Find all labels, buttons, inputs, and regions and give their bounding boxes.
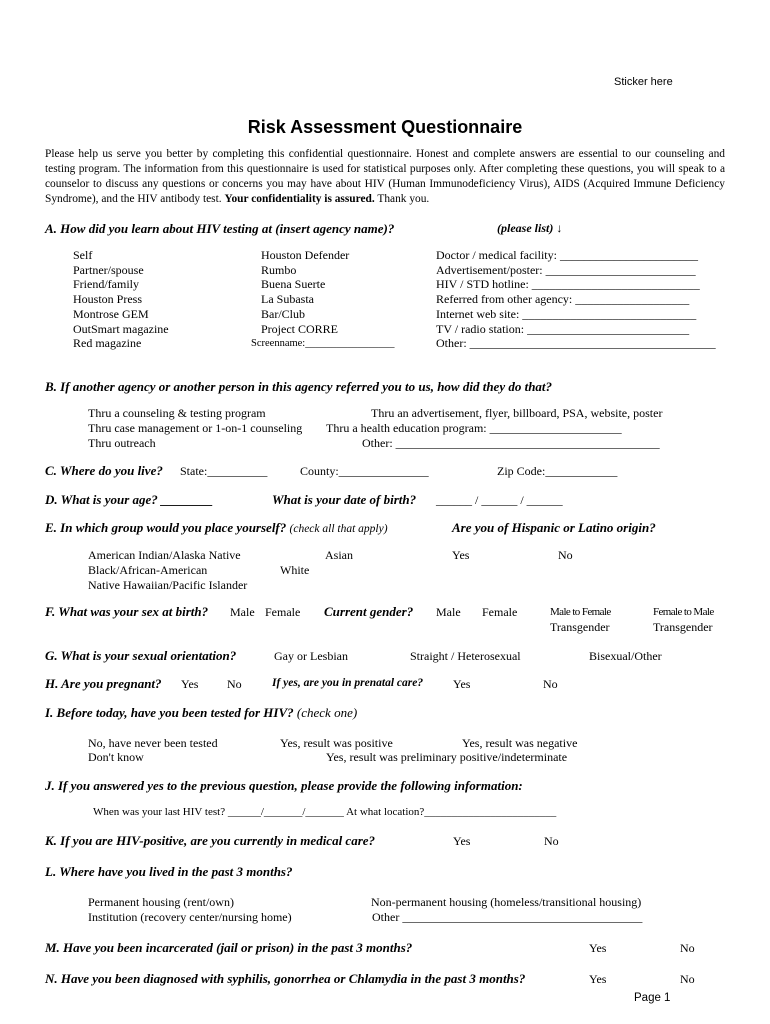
question-i-label: I. Before today, have you been tested for HIV? (check one) [45, 705, 358, 720]
option-advertisement-flyer[interactable]: Thru an advertisement, flyer, billboard, PSA, website, poster [371, 406, 663, 420]
county-field[interactable]: County:_______________ [300, 464, 429, 478]
option-tv-radio[interactable]: TV / radio station: ___________________________ [436, 321, 690, 336]
option-never-tested[interactable]: No, have never been tested [88, 736, 218, 750]
state-field[interactable]: State:__________ [180, 464, 268, 478]
option-doctor[interactable]: Doctor / medical facility: _______________________ [436, 248, 698, 262]
question-h-label: H. Are you pregnant? [45, 676, 162, 691]
option-counseling-program[interactable]: Thru a counseling & testing program [88, 406, 266, 420]
option-b-other[interactable]: Other: ____________________________________________ [362, 436, 660, 450]
question-a-col3 [426, 248, 716, 351]
option-houston-press[interactable]: Houston Press [73, 292, 143, 307]
question-j-label: J. If you answered yes to the previous question, please provide the following information: [45, 778, 523, 793]
question-e-label: E. In which group would you place yourself? (check all that apply) [45, 520, 388, 535]
option-referred[interactable]: Referred from other agency: ___________________ [436, 292, 690, 307]
prenatal-label: If yes, are you in prenatal care? [272, 677, 424, 689]
pregnant-yes[interactable]: Yes [181, 677, 199, 691]
option-l-other[interactable]: Other ________________________________________ [372, 910, 643, 924]
medical-care-no[interactable]: No [544, 834, 559, 848]
std-no[interactable]: No [680, 972, 695, 986]
option-advertisement[interactable]: Advertisement/poster: _________________________ [436, 262, 696, 277]
question-a-col2 [251, 248, 394, 351]
option-rumbo[interactable]: Rumbo [261, 262, 297, 277]
option-case-management[interactable]: Thru case management or 1-on-1 counseling [88, 421, 303, 435]
option-outreach[interactable]: Thru outreach [88, 436, 156, 450]
page-title: Risk Assessment Questionnaire [247, 117, 523, 137]
question-f-label: F. What was your sex at birth? [45, 604, 209, 619]
option-american-indian[interactable]: American Indian/Alaska Native [88, 548, 241, 562]
option-red-magazine[interactable]: Red magazine [73, 336, 142, 351]
option-outsmart[interactable]: OutSmart magazine [73, 321, 169, 336]
option-montrose-gem[interactable]: Montrose GEM [73, 306, 149, 321]
orientation-straight[interactable]: Straight / Heterosexual [410, 649, 521, 663]
gender-label: Current gender? [324, 604, 414, 619]
medical-care-yes[interactable]: Yes [453, 834, 471, 848]
hispanic-yes[interactable]: Yes [452, 548, 470, 562]
pregnant-no[interactable]: No [227, 677, 242, 691]
option-institution[interactable]: Institution (recovery center/nursing home) [88, 910, 292, 924]
screenname-field[interactable]: Screenname:_________________ [251, 338, 395, 350]
sex-male[interactable]: Male [230, 605, 255, 619]
option-result-negative[interactable]: Yes, result was negative [462, 736, 578, 750]
question-i-hint: (check one) [296, 705, 358, 720]
option-health-education[interactable]: Thru a health education program: ______________________ [326, 421, 622, 435]
dob-label: What is your date of birth? [272, 492, 417, 507]
gender-female[interactable]: Female [482, 605, 518, 619]
std-yes[interactable]: Yes [589, 972, 607, 986]
option-white[interactable]: White [280, 563, 310, 577]
dob-field[interactable]: ______ / ______ / ______ [436, 493, 563, 507]
question-n-label: N. Have you been diagnosed with syphilis, gonorrhea or Chlamydia in the past 3 months? [45, 971, 526, 986]
question-c-label: C. Where do you live? [45, 463, 163, 478]
intro-confidentiality: Your confidentiality is assured. [224, 193, 375, 205]
intro-paragraph [45, 147, 725, 207]
hispanic-no[interactable]: No [558, 548, 573, 562]
option-black[interactable]: Black/African-American [88, 563, 208, 577]
option-preliminary-positive[interactable]: Yes, result was preliminary positive/indeterminate [326, 750, 568, 764]
option-friend[interactable]: Friend/family [73, 277, 139, 292]
incarcerated-yes[interactable]: Yes [589, 941, 607, 955]
option-internet[interactable]: Internet web site: _____________________________ [436, 306, 697, 321]
question-k-label: K. If you are HIV-positive, are you currently in medical care? [45, 833, 376, 848]
gender-male[interactable]: Male [436, 605, 461, 619]
question-d-label: D. What is your age? ________ [45, 492, 214, 507]
option-bar-club[interactable]: Bar/Club [261, 306, 305, 321]
question-a-col1 [63, 248, 169, 351]
orientation-gay-lesbian[interactable]: Gay or Lesbian [274, 649, 348, 663]
option-result-positive[interactable]: Yes, result was positive [280, 736, 393, 750]
option-nonpermanent-housing[interactable]: Non-permanent housing (homeless/transitional housing) [371, 895, 642, 909]
option-partner[interactable]: Partner/spouse [73, 262, 144, 277]
option-project-corre[interactable]: Project CORRE [261, 321, 338, 336]
option-houston-defender[interactable]: Houston Defender [261, 248, 350, 262]
intro-text: Please help us serve you better by completing this confidential questionnaire. Honest and complete answers are essential to our counseling and testing program. The information from this questionnaire is used for statistical purposes only. After completing these questions, you will speak to a counselor to discuss any questions or concerns you may have about HIV (Human Immunodeficiency Virus), AIDS (Acquired Immune Deficiency Syndrome), and the HIV antibody test. [45, 148, 725, 205]
prenatal-no[interactable]: No [543, 677, 558, 691]
option-la-subasta[interactable]: La Subasta [261, 292, 314, 307]
option-self[interactable]: Self [73, 248, 93, 262]
question-e-hint: (check all that apply) [289, 523, 388, 535]
question-g-label: G. What is your sexual orientation? [45, 648, 237, 663]
question-m-label: M. Have you been incarcerated (jail or prison) in the past 3 months? [45, 940, 413, 955]
option-native-hawaiian[interactable]: Native Hawaiian/Pacific Islander [88, 578, 248, 592]
last-test-field[interactable]: When was your last HIV test? ______/_______/_______ At what location?________________________ [93, 806, 557, 818]
sticker-placeholder: Sticker here [614, 76, 673, 88]
option-buena-suerte[interactable]: Buena Suerte [261, 277, 326, 292]
option-asian[interactable]: Asian [325, 548, 353, 562]
option-other[interactable]: Other: _________________________________________ [436, 336, 716, 351]
hispanic-label: Are you of Hispanic or Latino origin? [452, 520, 656, 535]
orientation-bisexual[interactable]: Bisexual/Other [589, 649, 662, 663]
incarcerated-no[interactable]: No [680, 941, 695, 955]
question-a-label: A. How did you learn about HIV testing at (insert agency name)? [45, 221, 395, 236]
intro-thanks: Thank you. [377, 193, 430, 205]
prenatal-yes[interactable]: Yes [453, 677, 471, 691]
gender-mtf[interactable]: Male to Female Transgender [550, 606, 611, 634]
option-hotline[interactable]: HIV / STD hotline: ____________________________ [436, 277, 700, 292]
option-permanent-housing[interactable]: Permanent housing (rent/own) [88, 895, 234, 909]
option-dont-know[interactable]: Don't know [88, 750, 144, 764]
question-a-hint: (please list) ↓ [497, 221, 563, 235]
sex-female[interactable]: Female [265, 605, 301, 619]
question-b-label: B. If another agency or another person in this agency referred you to us, how did they do that? [45, 379, 553, 394]
gender-ftm[interactable]: Female to Male Transgender [653, 606, 714, 634]
page-number: Page 1 [634, 992, 671, 1004]
question-l-label: L. Where have you lived in the past 3 months? [45, 864, 293, 879]
zip-field[interactable]: Zip Code:____________ [497, 464, 618, 478]
